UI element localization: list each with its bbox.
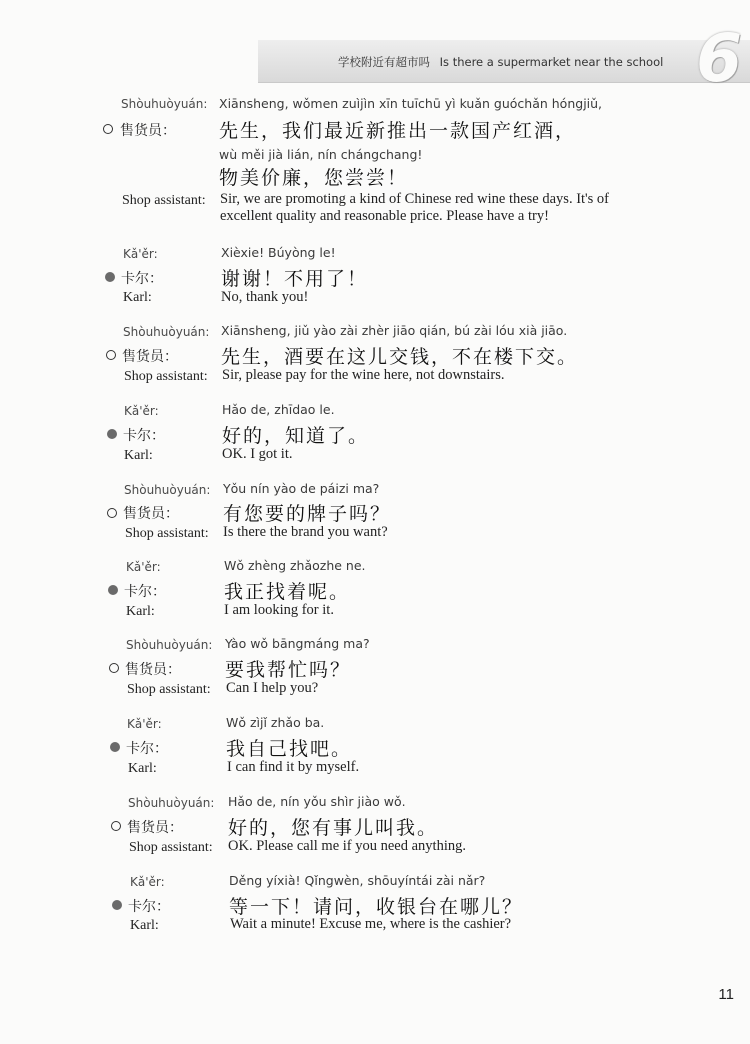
- hanzi-line: 先生，酒要在这儿交钱，不在楼下交。: [221, 346, 579, 368]
- hanzi-line: 有您要的牌子吗？: [223, 503, 392, 525]
- speaker-hanzi: 卡尔：: [121, 271, 163, 287]
- page-number: 11: [718, 986, 734, 1003]
- english-line: Wait a minute! Excuse me, where is the cashier?: [230, 916, 512, 932]
- speaker-english: Shop assistant:: [122, 193, 206, 208]
- hanzi-line: 物美价廉，您尝尝！: [219, 167, 409, 189]
- pinyin-line: Yǒu nín yào de páizi ma?: [223, 481, 380, 496]
- header-title: [338, 54, 663, 70]
- speaker-english: Shop assistant:: [129, 840, 213, 855]
- header-title-en: Is there a supermarket near the school: [439, 55, 664, 69]
- english-line: OK. Please call me if you need anything.: [228, 838, 466, 854]
- karl-marker-icon: [110, 742, 120, 752]
- pinyin-line: Xiānsheng, jiǔ yào zài zhèr jiāo qián, bú zài lóu xià jiāo.: [221, 323, 568, 338]
- english-line: No, thank you!: [221, 289, 309, 305]
- speaker-pinyin: Shòuhuòyuán:: [123, 325, 210, 339]
- pinyin-line: wù měi jià lián, nín chángchang!: [219, 147, 423, 162]
- speaker-pinyin: Shòuhuòyuán:: [124, 483, 211, 497]
- pinyin-line: Yào wǒ bāngmáng ma?: [225, 636, 370, 651]
- hanzi-line: 等一下！请问，收银台在哪儿？: [229, 896, 524, 918]
- english-line: Can I help you?: [226, 680, 319, 696]
- hanzi-line: 好的，知道了。: [222, 425, 370, 447]
- pinyin-line: Děng yíxià! Qǐngwèn, shōuyíntái zài nǎr?: [229, 873, 486, 888]
- speaker-hanzi: 售货员：: [122, 349, 178, 365]
- pinyin-line: Xiānsheng, wǒmen zuìjìn xīn tuīchū yì kuǎn guóchǎn hóngjiǔ,: [219, 96, 603, 111]
- pinyin-line: Wǒ zhèng zhǎozhe ne.: [224, 558, 366, 573]
- speaker-hanzi: 卡尔：: [126, 741, 168, 757]
- chapter-number: 6: [696, 20, 742, 97]
- english-line: Sir, we are promoting a kind of Chinese red wine these days. It's of: [220, 191, 610, 207]
- speaker-hanzi: 售货员：: [125, 662, 181, 678]
- speaker-english: Karl:: [126, 604, 155, 619]
- english-line: I am looking for it.: [224, 602, 334, 618]
- hanzi-line: 我正找着呢。: [224, 581, 351, 603]
- pinyin-line: Xièxie! Búyòng le!: [221, 245, 336, 260]
- hanzi-line: 先生，我们最近新推出一款国产红酒，: [219, 120, 577, 142]
- page-header: [258, 20, 750, 97]
- english-line: OK. I got it.: [222, 446, 293, 462]
- speaker-pinyin: Kǎ'ěr:: [123, 247, 158, 261]
- karl-marker-icon: [108, 585, 118, 595]
- speaker-english: Shop assistant:: [125, 526, 209, 541]
- speaker-hanzi: 卡尔：: [124, 584, 166, 600]
- karl-marker-icon: [105, 272, 115, 282]
- hanzi-line: 好的，您有事儿叫我。: [228, 817, 439, 839]
- karl-marker-icon: [107, 429, 117, 439]
- karl-marker-icon: [112, 900, 122, 910]
- shop-assistant-marker-icon: [106, 350, 116, 360]
- pinyin-line: Wǒ zìjǐ zhǎo ba.: [226, 715, 325, 730]
- header-title-cn: 学校附近有超市吗: [338, 55, 430, 69]
- shop-assistant-marker-icon: [109, 663, 119, 673]
- pinyin-line: Hǎo de, nín yǒu shìr jiào wǒ.: [228, 794, 406, 809]
- speaker-hanzi: 售货员：: [120, 123, 176, 139]
- pinyin-line: Hǎo de, zhīdao le.: [222, 402, 335, 417]
- hanzi-line: 我自己找吧。: [226, 738, 353, 760]
- hanzi-line: 要我帮忙吗？: [225, 659, 352, 681]
- speaker-english: Shop assistant:: [127, 682, 211, 697]
- speaker-english: Karl:: [128, 761, 157, 776]
- hanzi-line: 谢谢！不用了！: [221, 268, 369, 290]
- speaker-pinyin: Kǎ'ěr:: [124, 404, 159, 418]
- speaker-pinyin: Shòuhuòyuán:: [121, 97, 208, 111]
- speaker-hanzi: 卡尔：: [128, 899, 170, 915]
- speaker-hanzi: 售货员：: [127, 820, 183, 836]
- english-line: Is there the brand you want?: [223, 524, 388, 540]
- speaker-pinyin: Shòuhuòyuán:: [126, 638, 213, 652]
- speaker-hanzi: 售货员：: [123, 506, 179, 522]
- english-line: Sir, please pay for the wine here, not downstairs.: [222, 367, 505, 383]
- speaker-english: Shop assistant:: [124, 369, 208, 384]
- shop-assistant-marker-icon: [111, 821, 121, 831]
- english-line: excellent quality and reasonable price. Please have a try!: [220, 208, 549, 224]
- english-line: I can find it by myself.: [227, 759, 360, 775]
- speaker-english: Karl:: [130, 918, 159, 933]
- shop-assistant-marker-icon: [103, 124, 113, 134]
- speaker-pinyin: Kǎ'ěr:: [127, 717, 162, 731]
- speaker-pinyin: Shòuhuòyuán:: [128, 796, 215, 810]
- speaker-hanzi: 卡尔：: [123, 428, 165, 444]
- speaker-english: Karl:: [124, 448, 153, 463]
- speaker-english: Karl:: [123, 290, 152, 305]
- speaker-pinyin: Kǎ'ěr:: [130, 875, 165, 889]
- shop-assistant-marker-icon: [107, 508, 117, 518]
- speaker-pinyin: Kǎ'ěr:: [126, 560, 161, 574]
